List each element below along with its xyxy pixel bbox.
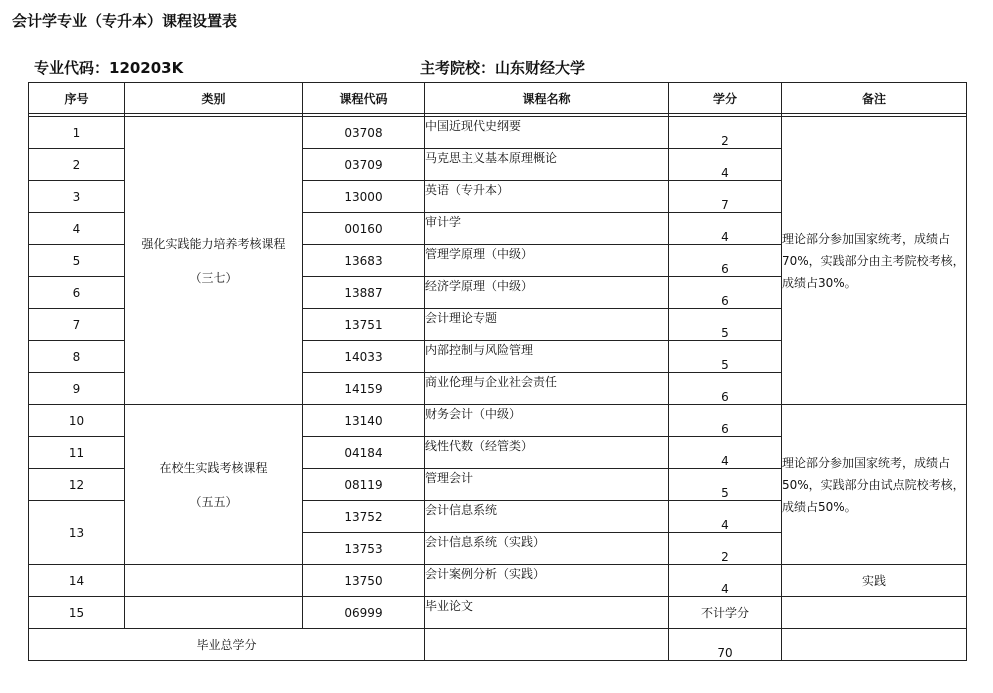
course-credit: 4 (669, 437, 782, 469)
major-code: 专业代码：120203K (34, 59, 184, 77)
category-name: 强化实践能力培养考核课程 (141, 236, 286, 251)
course-name: 中国近现代史纲要 (425, 117, 669, 149)
row-no: 6 (29, 277, 125, 309)
row-no: 8 (29, 341, 125, 373)
row-no: 13 (29, 501, 125, 565)
course-code: 13140 (303, 405, 425, 437)
header-credit: 学分 (669, 83, 782, 114)
course-credit: 5 (669, 341, 782, 373)
course-code: 08119 (303, 469, 425, 501)
course-name: 管理学原理（中级） (425, 245, 669, 277)
row-no: 10 (29, 405, 125, 437)
category-name: 在校生实践考核课程 (159, 460, 268, 475)
course-table (28, 82, 967, 661)
header-no: 序号 (29, 83, 125, 114)
course-name: 会计理论专题 (425, 309, 669, 341)
category-tag: （五五） (189, 494, 238, 509)
header-name: 课程名称 (425, 83, 669, 114)
course-code: 03708 (303, 117, 425, 149)
course-code: 14159 (303, 373, 425, 405)
course-credit: 6 (669, 373, 782, 405)
row-no: 7 (29, 309, 125, 341)
course-credit: 不计学分 (669, 597, 782, 629)
total-empty (425, 629, 669, 661)
note-cell-1: 理论部分参加国家统考，成绩占70%，实践部分由主考院校考核，成绩占30%。 (782, 117, 967, 405)
course-code: 13683 (303, 245, 425, 277)
course-credit: 6 (669, 405, 782, 437)
header-code: 课程代码 (303, 83, 425, 114)
course-code: 13750 (303, 565, 425, 597)
course-credit: 6 (669, 277, 782, 309)
course-name: 会计案例分析（实践） (425, 565, 669, 597)
category-empty (125, 565, 303, 597)
course-code: 13753 (303, 533, 425, 565)
course-code: 04184 (303, 437, 425, 469)
category-cell-2 (125, 405, 303, 565)
total-value: 70 (669, 629, 782, 661)
course-code: 13751 (303, 309, 425, 341)
course-credit: 5 (669, 309, 782, 341)
header-note: 备注 (782, 83, 967, 114)
row-no: 12 (29, 469, 125, 501)
course-name: 内部控制与风险管理 (425, 341, 669, 373)
table-row (29, 117, 967, 149)
course-code: 00160 (303, 213, 425, 245)
row-no: 15 (29, 597, 125, 629)
course-code: 14033 (303, 341, 425, 373)
row-no: 4 (29, 213, 125, 245)
course-code: 13000 (303, 181, 425, 213)
course-name: 线性代数（经管类） (425, 437, 669, 469)
course-name: 毕业论文 (425, 597, 669, 629)
row-no: 1 (29, 117, 125, 149)
course-credit: 5 (669, 469, 782, 501)
course-name: 马克思主义基本原理概论 (425, 149, 669, 181)
row-no: 5 (29, 245, 125, 277)
course-name: 财务会计（中级） (425, 405, 669, 437)
page-title: 会计学专业（专升本）课程设置表 (12, 12, 238, 30)
table-row (29, 565, 967, 597)
course-credit: 7 (669, 181, 782, 213)
row-no: 9 (29, 373, 125, 405)
total-note-empty (782, 629, 967, 661)
course-credit: 2 (669, 533, 782, 565)
course-code: 03709 (303, 149, 425, 181)
course-credit: 2 (669, 117, 782, 149)
course-name: 商业伦理与企业社会责任 (425, 373, 669, 405)
category-empty (125, 597, 303, 629)
course-name: 管理会计 (425, 469, 669, 501)
course-code: 06999 (303, 597, 425, 629)
table-header-row (29, 83, 967, 114)
course-credit: 4 (669, 501, 782, 533)
total-row (29, 629, 967, 661)
course-credit: 4 (669, 149, 782, 181)
course-name: 会计信息系统 (425, 501, 669, 533)
note-cell-2: 理论部分参加国家统考，成绩占50%，实践部分由试点院校考核，成绩占50%。 (782, 405, 967, 565)
course-name: 会计信息系统（实践） (425, 533, 669, 565)
row-no: 14 (29, 565, 125, 597)
course-name: 经济学原理（中级） (425, 277, 669, 309)
table-row (29, 405, 967, 437)
total-label: 毕业总学分 (29, 629, 425, 661)
table-row (29, 597, 967, 629)
row-no: 2 (29, 149, 125, 181)
course-credit: 6 (669, 245, 782, 277)
row-no: 3 (29, 181, 125, 213)
exam-school: 主考院校：山东财经大学 (420, 59, 586, 77)
course-credit: 4 (669, 565, 782, 597)
course-credit: 4 (669, 213, 782, 245)
category-tag: （三七） (189, 270, 238, 285)
category-cell-1 (125, 117, 303, 405)
header-category: 类别 (125, 83, 303, 114)
course-name: 英语（专升本） (425, 181, 669, 213)
course-code: 13752 (303, 501, 425, 533)
course-code: 13887 (303, 277, 425, 309)
note-empty (782, 597, 967, 629)
row-no: 11 (29, 437, 125, 469)
course-name: 审计学 (425, 213, 669, 245)
note-practice: 实践 (782, 565, 967, 597)
